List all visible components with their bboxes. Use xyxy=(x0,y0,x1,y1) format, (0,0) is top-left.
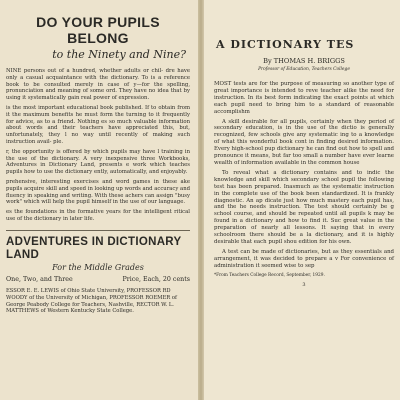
article-paragraph: MOST tests are for the purpose of measuring so another type of great importance is intended to reve teacher alike the need for instruction. In its best form indicating the exact points at which each pupil need to bring him to a standard of reasonable accomplishm xyxy=(214,81,394,115)
ad-paragraph: r, the opportunity is offered by which pupils may have l training in the use of the dictionary. A very inexpensive three Workbooks, Adventures in Dictionary Land, presents e work which teaches pupils how to use the dictionary ently, automatically, and enjoyably. xyxy=(6,148,190,176)
article-footnote: *From Teachers College Record, September, 1929. xyxy=(214,272,325,278)
ad-paragraph: es the foundations in the formative years for the intelligent ritical use of the dictionary in later life. xyxy=(6,209,190,222)
page-number: 3 xyxy=(302,281,306,288)
ad-title: DO YOUR PUPILS BELONG xyxy=(36,14,160,46)
ad-paragraph: prehensive, interesting exercises and word games in these ake pupils acquire skill and speed in looking up words and accuracy and fluency in speaking and writing. With these achers can assign "busy work" which will help the pupil himself in the use of our language. xyxy=(6,178,190,206)
article-paragraph: A test can be made of dictionaries, but as they essentials and arrangement, it was decided to prepare a v For convenience of administration it seemed wise to sep xyxy=(214,248,394,269)
workbook-price: Price, Each, 20 cents xyxy=(122,275,190,283)
article-paragraph: To reveal what a dictionary contains and to indic the knowledge and skill which secondary school pupil the following test has been prepared. Inasmuch as the systematic instruction in the complete use of the book been standardized. It is frankly diagnostic. An ap dicate just how much mastery each pupil has, and the he needs instruction. The test should certainly be g school course, and should be repeated until all pupils k may be found in a dictionary and how to find it. Suc great value in the preparation of nearly all lessons. It saying that in every schoolroom there should be a la dictionary, and it is highly desirable that each pupil shou edition for his own. xyxy=(214,169,394,245)
article-paragraph: A skill desirable for all pupils, certainly when they period of secondary education, is in the use of the dictio is generally recognized, few schools give any systematic ing to a knowledge of what this wonderful book cont in finding desired information. Every high-school pup dictionary he can find out how to spell and pronounce it means, but far too small a number have ever learne wealth of information available in the common house xyxy=(214,118,394,166)
workbook-subtitle: For the Middle Grades xyxy=(52,262,144,272)
article-byline: By THOMAS H. BRIGGS xyxy=(263,57,345,65)
right-page xyxy=(204,0,400,400)
workbook-title: ADVENTURES IN DICTIONARY LAND xyxy=(6,235,182,261)
ad-subtitle: to the Ninety and Nine? xyxy=(52,48,186,61)
workbook-books: One, Two, and Three xyxy=(6,275,73,283)
workbook-authors: ESSOR E. E. LEWIS of Ohio State University, PROFESSOR RD WOODY of the University of Michigan, PROFESSOR ROEMER of George Peabody College for Teachers, Nashville, RECTOR W. L. MATTHEWS of Western Kentucky State College. xyxy=(6,287,177,315)
ad-paragraph: is the most important educational book published. If to obtain from it the maximum benefits he must form the turning to it frequently for advice, as to a friend. Nothing es so much valuable information about words and their teachers have appreciated this, but, unfortunately, they l no way until recently of making such instruction avail- ple. xyxy=(6,104,190,145)
article-title: A DICTIONARY TES xyxy=(216,38,355,51)
section-divider xyxy=(6,230,190,231)
article-affiliation: Professor of Education, Teachers College xyxy=(258,67,350,72)
left-page xyxy=(0,0,198,400)
workbook-info-row xyxy=(6,276,190,283)
ad-paragraph: NINE persons out of a hundred, whether adults or chil- dre have only a casual acquaintance with the dictionary. To is a reference book to be consulted merely in case of y—for the spelling, pronunciation and meaning of some ord. They have no idea that by using it systematically gain real power of expression. xyxy=(6,68,190,102)
